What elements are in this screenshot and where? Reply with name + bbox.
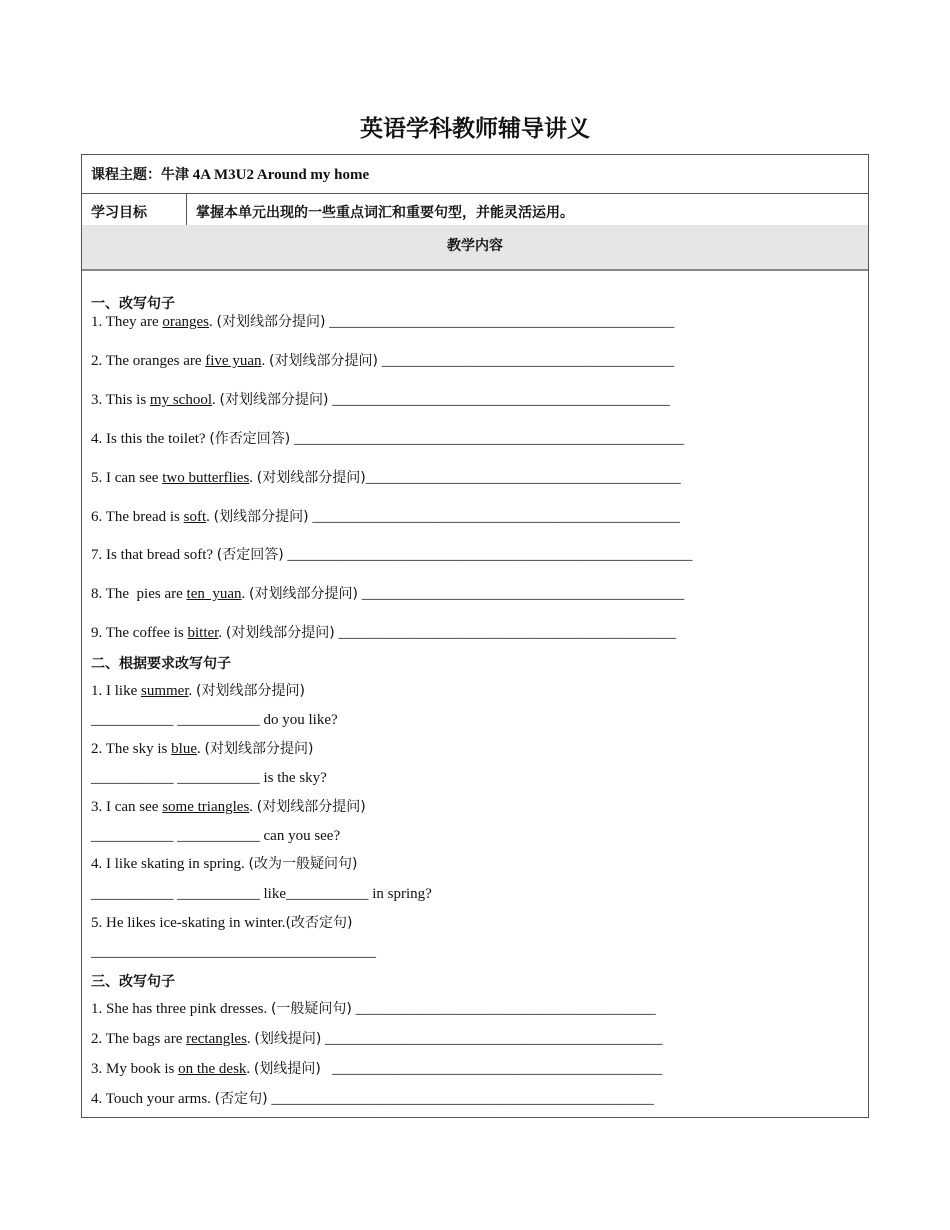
instruction: (划线部分提问) (213, 509, 309, 525)
line-text: . (188, 683, 196, 699)
answer-blank[interactable]: ______________________________________________ (325, 314, 675, 330)
underlined-phrase: my school (149, 392, 212, 408)
instruction: (对划线部分提问) (204, 741, 314, 757)
instruction: (否定句) (214, 1091, 268, 1107)
line-text: . (249, 470, 257, 486)
exercise-line (91, 430, 684, 448)
course-topic (91, 164, 369, 184)
instruction: (对划线部分提问) (216, 314, 326, 330)
exercise-line (91, 1000, 656, 1018)
exercise-line (91, 855, 357, 873)
line-text: . (212, 392, 220, 408)
instruction: (对划线部分提问) (196, 683, 305, 699)
line-text: 2. The sky is (91, 741, 172, 757)
exercise-line (91, 1090, 654, 1108)
document-title: 英语学科教师辅导讲义 (360, 116, 590, 142)
answer-blank[interactable]: ______________________________________________________ (283, 547, 693, 563)
exercise-line (91, 682, 305, 700)
goal-label: 学习目标 (91, 205, 147, 221)
line-text: 4. I like skating in spring. (91, 856, 249, 872)
exercise-line (91, 740, 313, 758)
exercise-line (91, 798, 366, 816)
answer-blank[interactable]: ___________________________________________ (357, 586, 685, 602)
instruction: (划线提问) (253, 1061, 321, 1077)
line-text: 3. This is (91, 392, 150, 408)
line-text: 1. She has three pink dresses. (91, 1001, 271, 1017)
line-text: 6. The bread is (91, 509, 184, 525)
answer-blank[interactable]: _________________________________________________ (308, 509, 680, 525)
instruction: (改否定句) (285, 915, 353, 931)
answer-blank[interactable]: _____________________________________________ (334, 625, 677, 641)
answer-blank[interactable]: ____________________________________________ (320, 1061, 663, 1077)
instruction: (改为一般疑问句) (248, 856, 358, 872)
instruction: (对划线部分提问) (219, 392, 329, 408)
exercise-line (91, 469, 681, 487)
underlined-phrase: on the desk (178, 1061, 247, 1077)
answer-line[interactable]: ______________________________________ (91, 944, 376, 960)
exercise-line (91, 1030, 663, 1048)
underlined-phrase: blue (171, 741, 197, 757)
line-text: 5. He likes ice-skating in winter. (91, 915, 286, 931)
underlined-phrase: some triangles (162, 799, 250, 815)
exercise-line (91, 352, 674, 370)
topic-row (82, 155, 868, 194)
instruction: (否定回答) (216, 547, 284, 563)
line-text: . (241, 586, 250, 602)
column-divider (186, 193, 187, 225)
content-header: 教学内容 (447, 238, 503, 254)
instruction: (对划线部分提问) (256, 470, 366, 486)
line-text: 1. I like (91, 683, 141, 699)
line-text: . (206, 509, 214, 525)
underlined-phrase: rectangles (186, 1031, 247, 1047)
instruction: (对划线部分提问) (225, 625, 335, 641)
exercise-line (91, 585, 684, 603)
instruction: (作否定回答) (209, 431, 291, 447)
topic-label: 课程主题：牛津 (91, 167, 189, 183)
line-text: 3. My book is (91, 1061, 179, 1077)
exercise-line (91, 546, 692, 564)
answer-blank[interactable]: _____________________________________________ (321, 1031, 663, 1047)
exercise-line (91, 1060, 662, 1078)
instruction: (划线提问) (254, 1031, 322, 1047)
underlined-phrase: five yuan (205, 353, 262, 369)
instruction: (对划线部分提问) (256, 799, 366, 815)
line-text: . (261, 353, 269, 369)
instruction: (对划线部分提问) (249, 586, 358, 602)
answer-blank[interactable]: _____________________________________________ (328, 392, 670, 408)
exercise-line (91, 313, 674, 331)
goal-value: 掌握本单元出现的一些重点词汇和重要句型，并能灵活运用。 (196, 205, 574, 221)
goal-row (82, 193, 868, 226)
exercise-line (91, 508, 680, 526)
line-text: . (246, 1031, 255, 1047)
underlined-phrase: oranges (162, 314, 210, 330)
line-text: 1. They are (91, 314, 163, 330)
line-text: . (249, 799, 257, 815)
line-text: 5. I can see (91, 470, 163, 486)
line-text: 4. Is this the toilet? (91, 431, 210, 447)
content-header-row (82, 225, 868, 271)
instruction: (一般疑问句) (270, 1001, 352, 1017)
line-text: 8. The pies are (91, 586, 187, 602)
underlined-phrase: two butterflies (162, 470, 250, 486)
line-text: 4. Touch your arms. (91, 1091, 215, 1107)
line-text: . (209, 314, 217, 330)
answer-blank[interactable]: ___________________________________________________ (267, 1091, 654, 1107)
section-3-heading: 三、改写句子 (91, 974, 175, 990)
exercise-line (91, 391, 670, 409)
underlined-phrase: soft (183, 509, 207, 525)
line-text: . (218, 625, 226, 641)
answer-line[interactable]: ___________ ___________ do you like? (91, 712, 338, 728)
underlined-phrase: bitter (187, 625, 219, 641)
exercise-line (91, 914, 352, 932)
line-text: 7. Is that bread soft? (91, 547, 217, 563)
answer-blank[interactable]: __________________________________________ (365, 470, 681, 486)
line-text: 3. I can see (91, 799, 163, 815)
underlined-phrase: summer (141, 683, 189, 699)
answer-line[interactable]: ___________ ___________ like___________ in spring? (91, 886, 432, 902)
section-1-heading: 一、改写句子 (91, 296, 175, 312)
line-text: 2. The bags are (91, 1031, 187, 1047)
answer-line[interactable]: ___________ ___________ is the sky? (91, 770, 327, 786)
topic-english: 4A M3U2 Around my home (189, 167, 370, 183)
line-text: . (246, 1061, 254, 1077)
exercise-line (91, 624, 676, 642)
answer-blank[interactable]: ____________________________________________________ (290, 431, 685, 447)
instruction: (对划线部分提问) (269, 353, 378, 369)
answer-line[interactable]: ___________ ___________ can you see? (91, 828, 341, 844)
answer-blank[interactable]: ________________________________________ (351, 1001, 656, 1017)
line-text: . (196, 741, 205, 757)
underlined-phrase: ten yuan (186, 586, 242, 602)
line-text: 9. The coffee is (91, 625, 188, 641)
answer-blank[interactable]: _______________________________________ (377, 353, 675, 369)
handout-table (81, 154, 869, 1118)
line-text: 2. The oranges are (91, 353, 206, 369)
section-2-heading: 二、根据要求改写句子 (91, 656, 231, 672)
